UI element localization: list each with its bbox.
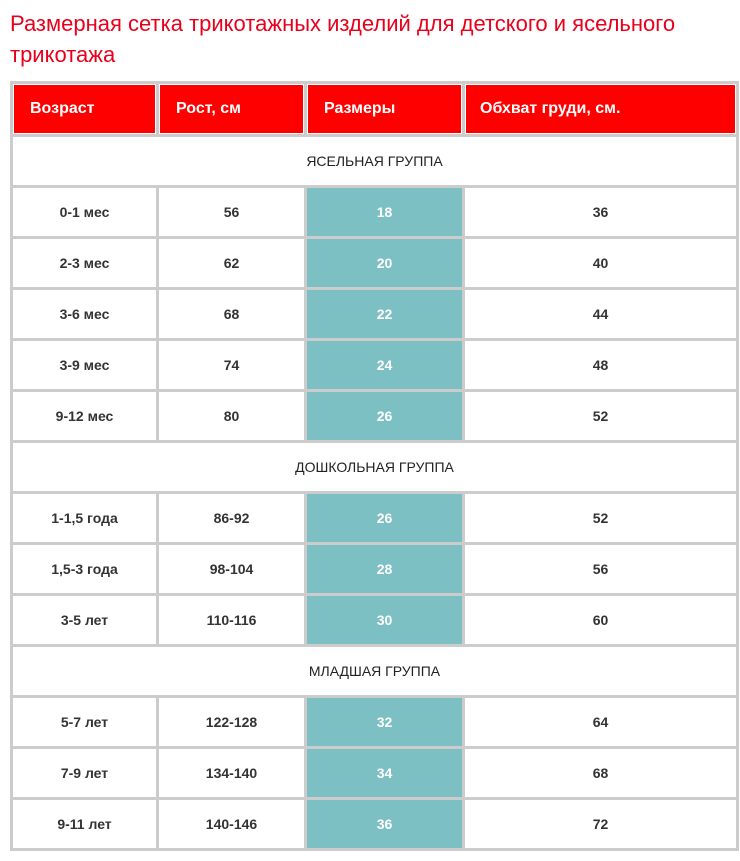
chest-cell: 40 xyxy=(465,239,736,287)
height-cell: 140-146 xyxy=(159,800,304,848)
group-title-junior: МЛАДШАЯ ГРУППА xyxy=(13,647,736,695)
chest-cell: 52 xyxy=(465,494,736,542)
group-row xyxy=(13,443,736,491)
age-cell: 7-9 лет xyxy=(13,749,156,797)
size-cell: 22 xyxy=(307,290,462,338)
size-table-container xyxy=(10,81,739,861)
size-cell: 20 xyxy=(307,239,462,287)
size-cell: 24 xyxy=(307,341,462,389)
chest-cell: 36 xyxy=(465,188,736,236)
table-row xyxy=(13,392,736,440)
group-title-nursery: ЯСЕЛЬНАЯ ГРУППА xyxy=(13,137,736,185)
size-cell: 26 xyxy=(307,494,462,542)
height-cell: 56 xyxy=(159,188,304,236)
group-row xyxy=(13,647,736,695)
chest-cell: 52 xyxy=(465,392,736,440)
header-height: Рост, см xyxy=(159,84,304,134)
table-row xyxy=(13,290,736,338)
age-cell: 1-1,5 года xyxy=(13,494,156,542)
height-cell: 98-104 xyxy=(159,545,304,593)
height-cell: 62 xyxy=(159,239,304,287)
header-size: Размеры xyxy=(307,84,462,134)
age-cell: 3-6 мес xyxy=(13,290,156,338)
chest-cell: 56 xyxy=(465,545,736,593)
chest-cell: 44 xyxy=(465,290,736,338)
size-cell: 26 xyxy=(307,392,462,440)
height-cell: 74 xyxy=(159,341,304,389)
group-row xyxy=(13,137,736,185)
table-row xyxy=(13,596,736,644)
page-title: Размерная сетка трикотажных изделий для детского и ясельного трикотажа xyxy=(10,11,676,67)
table-row xyxy=(13,698,736,746)
height-cell: 134-140 xyxy=(159,749,304,797)
table-body xyxy=(13,137,736,848)
age-cell: 0-1 мес xyxy=(13,188,156,236)
height-cell: 122-128 xyxy=(159,698,304,746)
age-cell: 1,5-3 года xyxy=(13,545,156,593)
table-row xyxy=(13,494,736,542)
header-age: Возраст xyxy=(13,84,156,134)
group-title-preschool: ДОШКОЛЬНАЯ ГРУППА xyxy=(13,443,736,491)
chest-cell: 72 xyxy=(465,800,736,848)
age-cell: 3-9 мес xyxy=(13,341,156,389)
table-row xyxy=(13,749,736,797)
age-cell: 3-5 лет xyxy=(13,596,156,644)
table-row xyxy=(13,800,736,848)
size-cell: 30 xyxy=(307,596,462,644)
table-row xyxy=(13,545,736,593)
table-row xyxy=(13,341,736,389)
age-cell: 5-7 лет xyxy=(13,698,156,746)
table-row xyxy=(13,188,736,236)
table-row xyxy=(13,239,736,287)
table-header-row xyxy=(13,84,736,134)
size-table xyxy=(10,81,739,851)
chest-cell: 64 xyxy=(465,698,736,746)
size-cell: 32 xyxy=(307,698,462,746)
header-chest: Обхват груди, см. xyxy=(465,84,736,134)
height-cell: 86-92 xyxy=(159,494,304,542)
age-cell: 2-3 мес xyxy=(13,239,156,287)
size-cell: 28 xyxy=(307,545,462,593)
chest-cell: 68 xyxy=(465,749,736,797)
chest-cell: 60 xyxy=(465,596,736,644)
height-cell: 110-116 xyxy=(159,596,304,644)
size-cell: 36 xyxy=(307,800,462,848)
age-cell: 9-12 мес xyxy=(13,392,156,440)
size-cell: 18 xyxy=(307,188,462,236)
chest-cell: 48 xyxy=(465,341,736,389)
size-cell: 34 xyxy=(307,749,462,797)
height-cell: 80 xyxy=(159,392,304,440)
age-cell: 9-11 лет xyxy=(13,800,156,848)
height-cell: 68 xyxy=(159,290,304,338)
